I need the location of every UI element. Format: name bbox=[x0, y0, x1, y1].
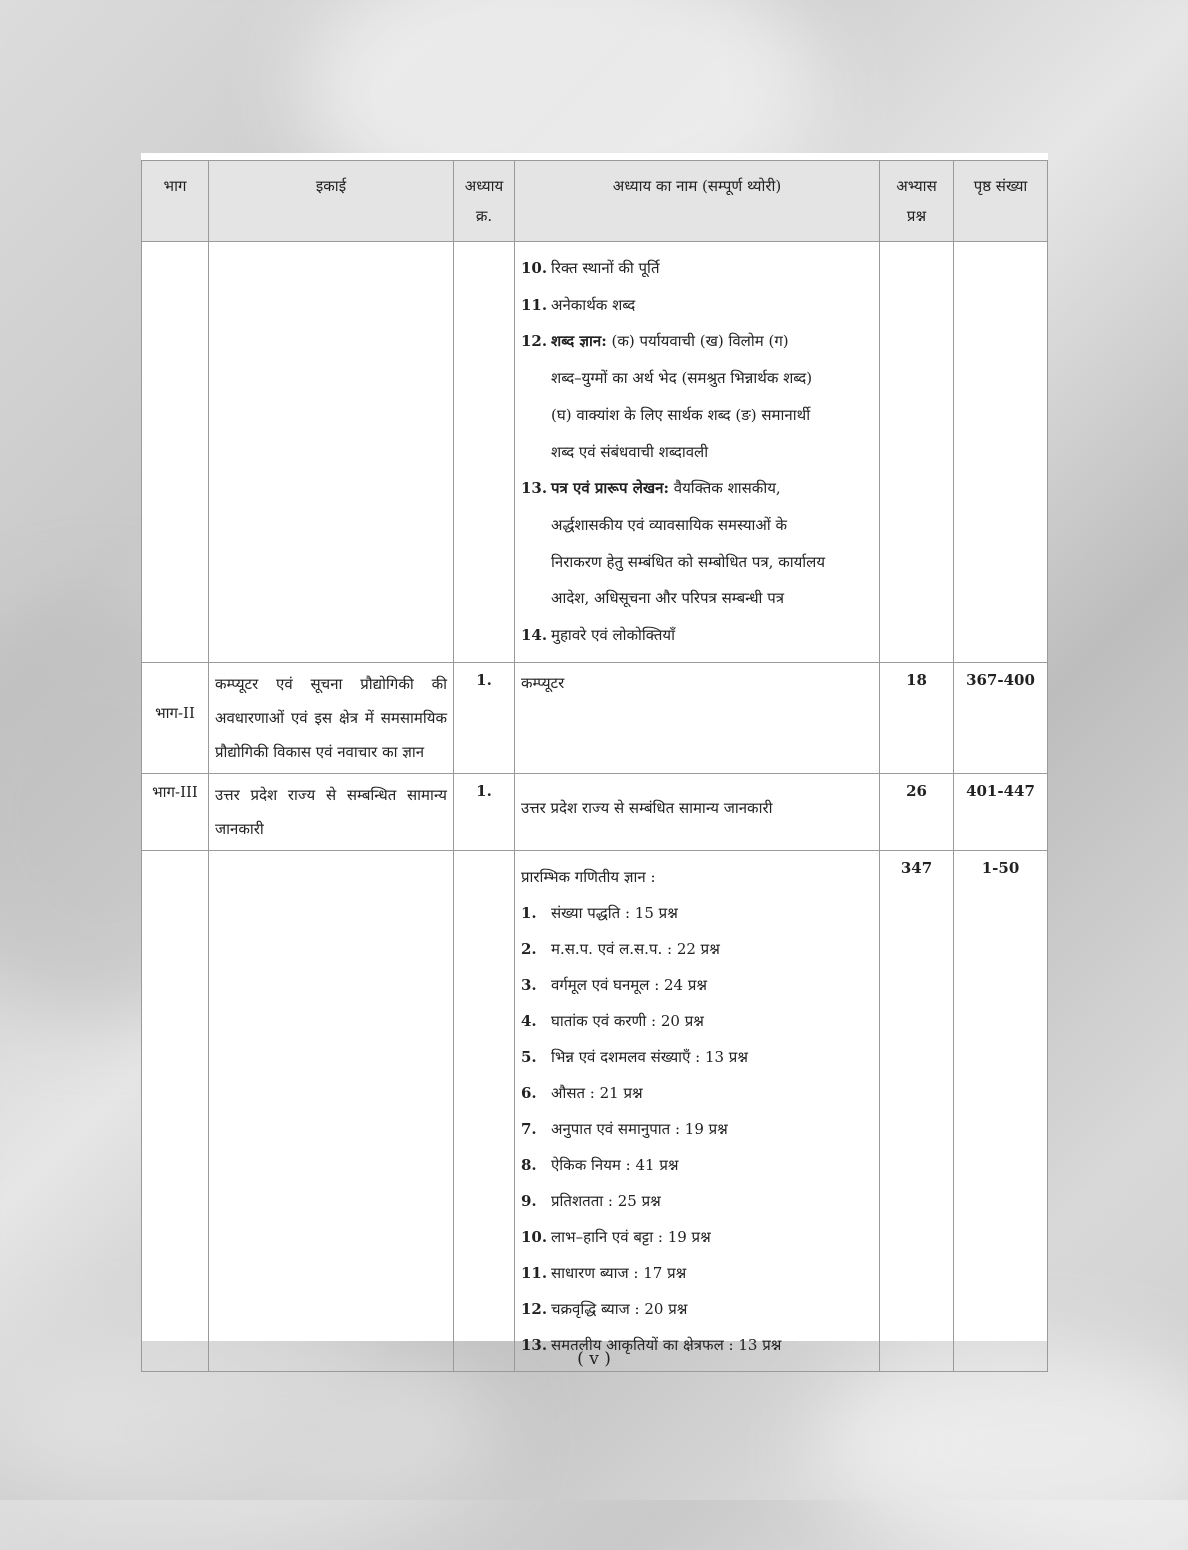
item-number: 5. bbox=[521, 1047, 537, 1066]
item-number: 11. bbox=[521, 1263, 548, 1282]
list-item bbox=[521, 470, 873, 507]
syllabus-table bbox=[141, 160, 1048, 1372]
list-item bbox=[521, 617, 873, 654]
list-item bbox=[521, 544, 873, 581]
part-cell bbox=[142, 773, 209, 850]
item-number: 11. bbox=[521, 295, 548, 314]
chapter-name: कम्प्यूटर bbox=[521, 673, 565, 692]
list-item bbox=[521, 1147, 873, 1183]
item-label: शब्द ज्ञान: bbox=[551, 332, 607, 351]
item-text: आदेश, अधिसूचना और परिपत्र सम्बन्धी पत्र bbox=[551, 589, 785, 608]
list-item bbox=[521, 1003, 873, 1039]
header-exercise-questions: अभ्यास प्रश्न bbox=[880, 161, 954, 242]
list-item bbox=[521, 287, 873, 324]
list-item bbox=[521, 1219, 873, 1255]
unit-cell bbox=[209, 662, 454, 773]
unit-text: उत्तर प्रदेश राज्य से सम्बन्धित सामान्य जानकारी bbox=[215, 785, 447, 838]
item-text: भिन्न एवं दशमलव संख्याएँ : 13 प्रश्न bbox=[551, 1047, 748, 1066]
table-row bbox=[142, 662, 1048, 773]
pages-cell bbox=[954, 242, 1048, 663]
list-item bbox=[521, 323, 873, 360]
part-cell bbox=[142, 662, 209, 773]
questions-cell bbox=[880, 773, 954, 850]
item-text: समतलीय आकृतियों का क्षेत्रफल : 13 प्रश्न bbox=[551, 1335, 782, 1354]
list-item bbox=[521, 1183, 873, 1219]
topic-list bbox=[521, 895, 873, 1363]
chapter-no-cell bbox=[454, 850, 515, 1371]
list-item bbox=[521, 250, 873, 287]
question-count: 347 bbox=[900, 858, 933, 877]
item-number: 4. bbox=[521, 1011, 537, 1030]
item-number: 12. bbox=[521, 332, 548, 351]
part-cell bbox=[142, 242, 209, 663]
unit-cell bbox=[209, 773, 454, 850]
item-text: ऐकिक नियम : 41 प्रश्न bbox=[551, 1155, 679, 1174]
chapter-list bbox=[515, 242, 879, 662]
item-text: अनुपात एवं समानुपात : 19 प्रश्न bbox=[551, 1119, 728, 1138]
header-chapter-no: अध्याय क्र. bbox=[454, 161, 515, 242]
unit-cell bbox=[209, 850, 454, 1371]
unit-cell bbox=[209, 242, 454, 663]
header-unit: इकाई bbox=[209, 161, 454, 242]
header-page-numbers: पृष्ठ संख्या bbox=[954, 161, 1048, 242]
list-item bbox=[521, 1039, 873, 1075]
table-row bbox=[142, 242, 1048, 663]
item-number: 14. bbox=[521, 626, 548, 645]
item-number: 1. bbox=[521, 903, 537, 922]
item-text: वैयक्तिक शासकीय, bbox=[669, 479, 781, 498]
item-text: निराकरण हेतु सम्बंधित को सम्बोधित पत्र, कार्यालय bbox=[551, 552, 826, 571]
list-item bbox=[521, 895, 873, 931]
item-text: (घ) वाक्यांश के लिए सार्थक शब्द (ङ) समानार्थी bbox=[551, 405, 811, 424]
item-label: पत्र एवं प्रारूप लेखन: bbox=[551, 479, 669, 498]
question-count: 18 bbox=[906, 670, 927, 689]
part-label: भाग-II bbox=[155, 703, 195, 722]
list-item bbox=[521, 360, 873, 397]
item-text: रिक्त स्थानों की पूर्ति bbox=[551, 259, 660, 277]
list-item bbox=[521, 1291, 873, 1327]
chapter-no-cell bbox=[454, 773, 515, 850]
list-item bbox=[521, 1111, 873, 1147]
table-row bbox=[142, 850, 1048, 1371]
item-number: 9. bbox=[521, 1191, 537, 1210]
item-number: 3. bbox=[521, 975, 537, 994]
header-chapter-name: अध्याय का नाम (सम्पूर्ण थ्योरी) bbox=[515, 161, 880, 242]
questions-cell bbox=[880, 662, 954, 773]
questions-cell bbox=[880, 242, 954, 663]
page-range: 401-447 bbox=[966, 781, 1035, 800]
pages-cell bbox=[954, 850, 1048, 1371]
chapter-no-cell bbox=[454, 662, 515, 773]
list-item bbox=[521, 967, 873, 1003]
item-text: लाभ–हानि एवं बट्टा : 19 प्रश्न bbox=[551, 1227, 711, 1246]
item-text: वर्गमूल एवं घनमूल : 24 प्रश्न bbox=[551, 975, 708, 994]
part-label: भाग-III bbox=[152, 782, 198, 801]
table-row bbox=[142, 773, 1048, 850]
item-text: शब्द–युग्मों का अर्थ भेद (समश्रुत भिन्नार्थक शब्द) bbox=[551, 369, 813, 388]
chapter-name-cell bbox=[515, 850, 880, 1371]
question-count: 26 bbox=[906, 781, 927, 800]
background-highlight bbox=[820, 1350, 1188, 1550]
item-number: 13. bbox=[521, 1335, 548, 1354]
item-text: साधारण ब्याज : 17 प्रश्न bbox=[551, 1263, 687, 1282]
header-part: भाग bbox=[142, 161, 209, 242]
chapter-name-cell bbox=[515, 242, 880, 663]
item-number: 12. bbox=[521, 1299, 548, 1318]
list-item bbox=[521, 507, 873, 544]
chapter-name-cell bbox=[515, 773, 880, 850]
item-text: म.स.प. एवं ल.स.प. : 22 प्रश्न bbox=[551, 939, 720, 958]
item-text: घातांक एवं करणी : 20 प्रश्न bbox=[551, 1011, 704, 1030]
list-item bbox=[521, 1075, 873, 1111]
list-item bbox=[521, 1255, 873, 1291]
item-text: चक्रवृद्धि ब्याज : 20 प्रश्न bbox=[551, 1299, 688, 1318]
page-range: 367-400 bbox=[966, 670, 1035, 689]
item-number: 2. bbox=[521, 939, 537, 958]
chapter-name-cell bbox=[515, 662, 880, 773]
item-number: 8. bbox=[521, 1155, 537, 1174]
part-cell bbox=[142, 850, 209, 1371]
pages-cell bbox=[954, 773, 1048, 850]
item-number: 10. bbox=[521, 1227, 548, 1246]
list-item bbox=[521, 580, 873, 617]
chapter-no-cell bbox=[454, 242, 515, 663]
page-range: 1-50 bbox=[981, 858, 1020, 877]
item-text: मुहावरे एवं लोकोक्तियाँ bbox=[551, 626, 675, 645]
item-text: संख्या पद्धति : 15 प्रश्न bbox=[551, 903, 678, 922]
page-number: ( v ) bbox=[577, 1349, 611, 1369]
unit-text: कम्प्यूटर एवं सूचना प्रौद्योगिकी की अवधारणाओं एवं इस क्षेत्र में समसामयिक प्रौद्योगिकी विकास एवं नवाचार का ज्ञान bbox=[215, 674, 447, 761]
item-text: (क) पर्यायवाची (ख) विलोम (ग) bbox=[606, 332, 789, 351]
section-heading: प्रारम्भिक गणितीय ज्ञान : bbox=[521, 867, 656, 886]
list-item bbox=[521, 397, 873, 434]
item-number: 10. bbox=[521, 259, 548, 277]
item-number: 13. bbox=[521, 479, 548, 498]
item-text: अर्द्धशासकीय एवं व्यावसायिक समस्याओं के bbox=[551, 515, 788, 534]
list-item bbox=[521, 434, 873, 471]
chapter-no: 1. bbox=[476, 670, 492, 689]
item-text: औसत : 21 प्रश्न bbox=[551, 1083, 643, 1102]
item-number: 7. bbox=[521, 1119, 537, 1138]
questions-cell bbox=[880, 850, 954, 1371]
pages-cell bbox=[954, 662, 1048, 773]
chapter-name: उत्तर प्रदेश राज्य से सम्बंधित सामान्य जानकारी bbox=[521, 798, 773, 817]
item-text: प्रतिशतता : 25 प्रश्न bbox=[551, 1191, 661, 1210]
item-text: शब्द एवं संबंधवाची शब्दावली bbox=[551, 442, 709, 461]
table-header-row bbox=[142, 161, 1048, 242]
item-text: अनेकार्थक शब्द bbox=[551, 295, 636, 314]
item-number: 6. bbox=[521, 1083, 537, 1102]
list-item bbox=[521, 931, 873, 967]
chapter-no: 1. bbox=[476, 781, 492, 800]
